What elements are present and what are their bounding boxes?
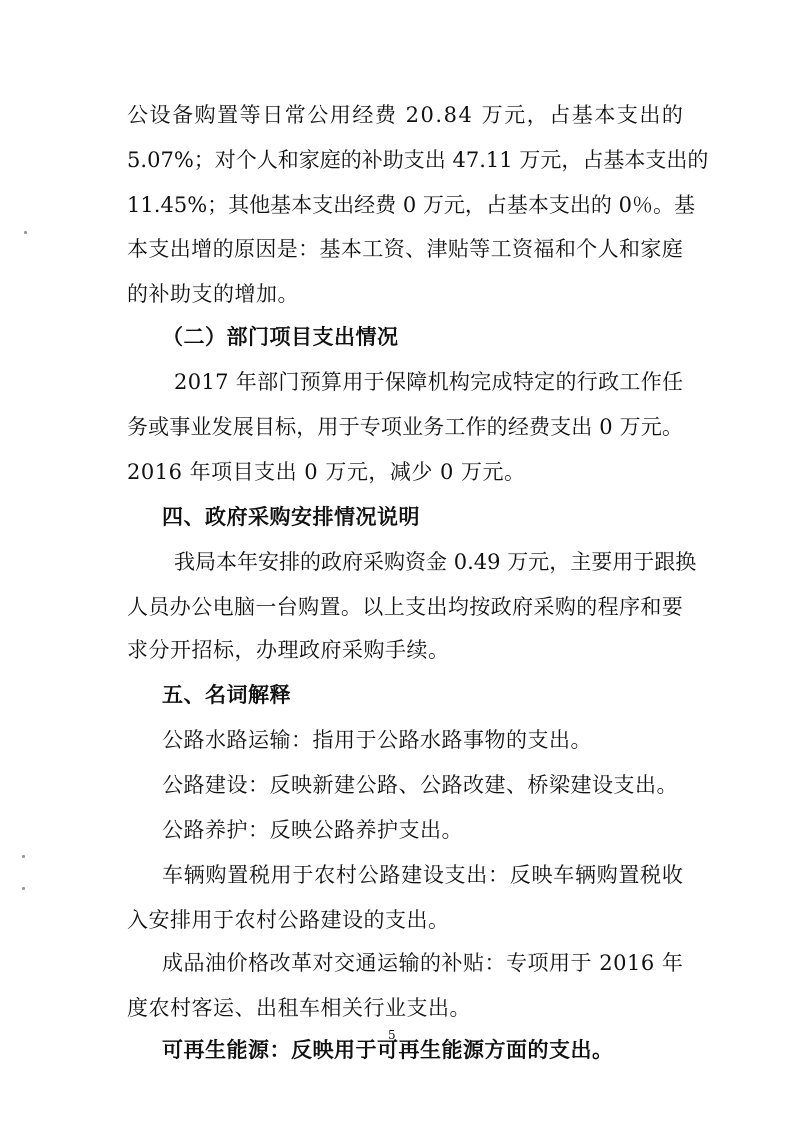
term-definition: 公路养护：反映公路养护支出。	[162, 818, 463, 842]
paragraph-line: 本 支 出 增 的 原 因 是 ： 基 本 工 资 、 津 贴 等 工 资 福 和 个 人 和 家 庭	[127, 237, 683, 261]
section-heading: 五、名词解释	[162, 683, 291, 707]
paragraph-line: 求分开招标，办理政府采购手续。	[127, 638, 450, 662]
paragraph-line: 公 设 备 购 置 等 日 常 公 用 经 费 2 0 . 8 4 万 元 ， 占 基 本 支 出 的	[127, 103, 683, 127]
term-definition: 入安排用于农村公路建设的支出。	[127, 908, 450, 932]
term-definition-bold: 可再生能源：反映用于可再生能源方面的支出。	[162, 1038, 614, 1062]
paragraph-line: 1 1 . 4 5 % ； 其 他 基 本 支 出 经 费 0 万 元 ， 占 基 本 支 出 的 0 ％ 。 基	[127, 193, 695, 217]
term-definition: 成 品 油 价 格 改 革 对 交 通 运 输 的 补 贴 ： 专 项 用 于 2 0 1 6 年	[162, 951, 683, 975]
paragraph-line: 务 或 事 业 发 展 目 标 ， 用 于 专 项 业 务 工 作 的 经 费 支 出 0 万 元 。	[127, 415, 683, 439]
scan-speck	[22, 855, 25, 858]
paragraph-line: 人 员 办 公 电 脑 一 台 购 置 。 以 上 支 出 均 按 政 府 采 购 的 程 序 和 要	[127, 595, 683, 619]
section-heading: 四、政府采购安排情况说明	[162, 505, 420, 529]
term-definition: 公路水路运输：指用于公路水路事物的支出。	[162, 728, 592, 752]
paragraph-line: 的补助支的增加。	[127, 282, 299, 306]
scan-speck	[22, 887, 25, 890]
term-definition: 公路建设：反映新建公路、公路改建、桥梁建设支出。	[162, 773, 678, 797]
page-number: 5	[388, 1028, 396, 1042]
paragraph-line: 2016 年项目支出 0 万元，减少 0 万元。	[127, 460, 526, 484]
term-definition: 度农村客运、出租车相关行业支出。	[127, 996, 471, 1020]
paragraph-line: 我 局 本 年 安 排 的 政 府 采 购 资 金 0 . 4 9 万 元 ， 主 要 用 于 跟 换	[174, 550, 697, 574]
paragraph-line: 5 . 0 7 % ； 对 个 人 和 家 庭 的 补 助 支 出 4 7 . 1 1 万 元 ， 占 基 本 支 出 的	[127, 148, 709, 172]
paragraph-line: 2 0 1 7 年 部 门 预 算 用 于 保 障 机 构 完 成 特 定 的 行 政 工 作 任	[174, 370, 683, 394]
scan-speck	[24, 231, 27, 234]
term-definition: 车 辆 购 置 税 用 于 农 村 公 路 建 设 支 出 ： 反 映 车 辆 购 置 税 收	[162, 863, 683, 887]
section-heading: （二）部门项目支出情况	[162, 325, 399, 349]
